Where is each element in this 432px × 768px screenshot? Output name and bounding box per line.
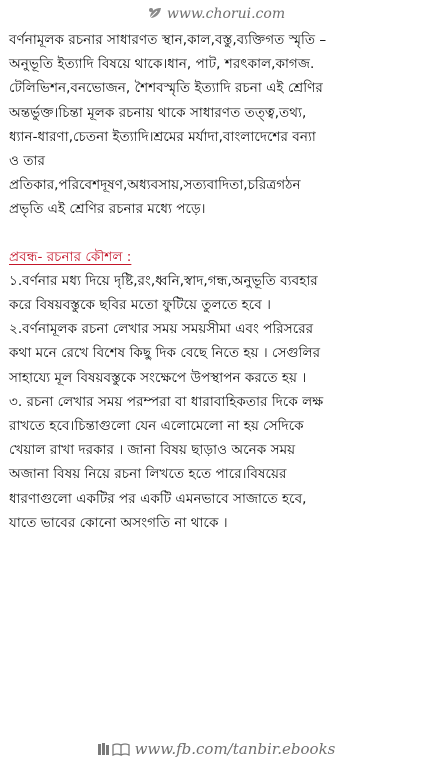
text-line: ধ্যান-ধারণা,চেতনা ইত্যাদি।শ্রমের মর্যাদা,বাংলাদেশের বন্যা bbox=[9, 128, 316, 145]
text-line: খেয়াল রাখা দরকার । জানা বিষয় ছাড়াও অনেক সময় bbox=[9, 442, 296, 459]
paragraph-gap bbox=[9, 222, 425, 245]
footer-watermark-text: www.fb.com/tanbir.ebooks bbox=[134, 740, 336, 758]
paragraph-intro bbox=[9, 28, 425, 222]
text-line: টেলিভিশন,বনভোজন, শৈশবস্মৃতি ইত্যাদি রচনা এই শ্রেণির bbox=[9, 80, 323, 97]
text-line: অনুভূতি ইত্যাদি বিষয়ে থাকে।ধান, পাট, শরৎকাল,কাগজ. bbox=[9, 56, 315, 73]
section-title: প্রবন্ধ- রচনার কৌশল : bbox=[9, 248, 132, 265]
text-line: ১.বর্ণনার মধ্য দিয়ে দৃষ্টি,রং,ধ্বনি,স্বাদ,গন্ধ,অনুভূতি ব্যবহার bbox=[9, 272, 318, 289]
text-line: ধারণাগুলো একটির পর একটি এমনভাবে সাজাতে হবে, bbox=[9, 490, 307, 507]
text-line: প্রভৃতি এই শ্রেণির রচনার মধ্যে পড়ে। bbox=[9, 201, 206, 218]
text-line: ২.বর্ণনামূলক রচনা লেখার সময় সময়সীমা এবং পরিসরের bbox=[9, 321, 314, 338]
text-line: অন্তর্ভুক্ত।চিন্তা মূলক রচনায় থাকে সাধারণত তত্ত্ব,তথ্য, bbox=[9, 104, 307, 121]
article-body bbox=[9, 28, 425, 535]
text-line: অজানা বিষয় নিয়ে রচনা লিখতে হতে পারে।বিষয়ের bbox=[9, 466, 287, 483]
text-line: যাতে ভাবের কোনো অসংগতি না থাকে । bbox=[9, 514, 228, 531]
text-line: কথা মনে রেখে বিশেষ কিছু দিক বেছে নিতে হয় । সেগুলির bbox=[9, 345, 321, 362]
text-line: প্রতিকার,পরিবেশদূষণ,অধ্যবসায়,সত্যবাদিতা,চরিত্রগঠন bbox=[9, 177, 301, 194]
footer-watermark bbox=[0, 738, 432, 760]
books-icon bbox=[97, 742, 131, 756]
leaf-logo-icon bbox=[147, 6, 163, 20]
text-line: ৩. রচনা লেখার সময় পরম্পরা বা ধারাবাহিকতার দিকে লক্ষ bbox=[9, 393, 324, 410]
text-line: সাহায্যে মূল বিষয়বস্তুকে সংক্ষেপে উপস্থাপন করতে হয় । bbox=[9, 369, 307, 386]
text-line: ও তার bbox=[9, 153, 45, 170]
text-line: রাখতে হবে।চিন্তাগুলো যেন এলোমেলো না হয় সেদিকে bbox=[9, 418, 304, 435]
header-watermark-text: www.chorui.com bbox=[166, 6, 286, 22]
paragraph-techniques bbox=[9, 269, 425, 535]
text-line: করে বিষয়বস্তুকে ছবির মতো ফুটিয়ে তুলতে হবে । bbox=[9, 297, 272, 314]
header-watermark bbox=[0, 4, 432, 24]
text-line: বর্ণনামূলক রচনার সাধারণত স্থান,কাল,বস্তু,ব্যক্তিগত স্মৃতি – bbox=[9, 32, 327, 48]
